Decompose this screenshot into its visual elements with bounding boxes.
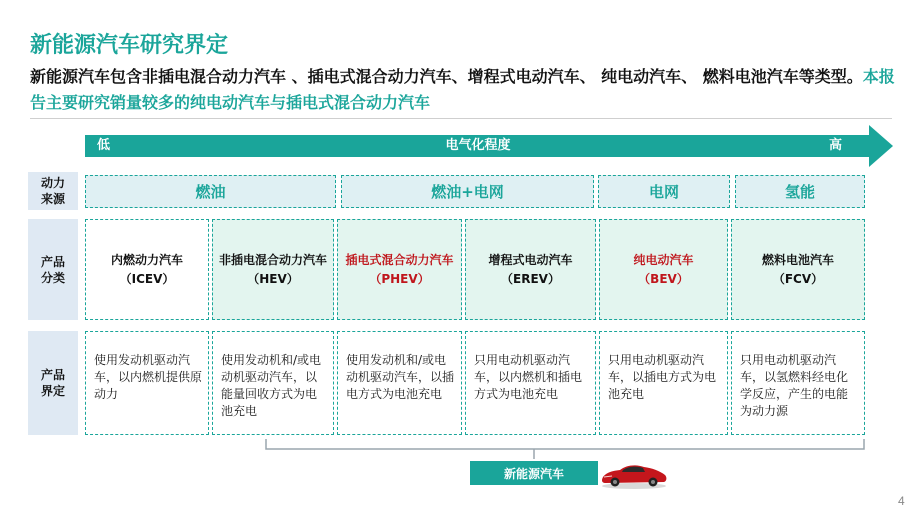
definition-bev: 只用电动机驱动汽车，以插电方式为电池充电	[599, 331, 728, 435]
page-subtitle	[30, 64, 900, 116]
definition-phev: 使用发动机和/或电动机驱动汽车，以插电方式为电池充电	[337, 331, 462, 435]
product-hev: 非插电混合动力汽车（HEV）	[212, 219, 334, 320]
electrification-arrow	[85, 125, 893, 167]
arrow-label-middle: 电气化程度	[445, 138, 511, 153]
row-label-power-source: 动力来源	[28, 172, 78, 210]
power-source-fuel: 燃油	[85, 175, 336, 208]
product-icev: 内燃动力汽车 （ICEV）	[85, 219, 209, 320]
row-label-classification: 产品分类	[28, 219, 78, 320]
product-phev: 插电式混合动力汽车（PHEV）	[337, 219, 462, 320]
arrow-label-high: 高	[829, 138, 843, 153]
subtitle-highlight: 本报告主要研究销量较多的纯电动汽车与插电式混合动力汽车	[30, 67, 895, 112]
power-source-hydrogen: 氢能	[735, 175, 865, 208]
definition-erev: 只用电动机驱动汽车，以内燃机和插电方式为电池充电	[465, 331, 596, 435]
page-number: 4	[898, 494, 905, 508]
product-bev: 纯电动汽车 （BEV）	[599, 219, 728, 320]
definition-fcv: 只用电动机驱动汽车，以氢燃料经电化学反应，产生的电能为动力源	[731, 331, 865, 435]
car-icon	[598, 455, 670, 491]
title-divider	[30, 118, 892, 119]
power-source-grid: 电网	[598, 175, 730, 208]
subtitle-main: 新能源汽车包含非插电混合动力汽车 、插电式混合动力汽车、增程式电动汽车、 纯电动汽车、 燃料电池汽车等类型。	[30, 67, 863, 86]
product-fcv: 燃料电池汽车 （FCV）	[731, 219, 865, 320]
power-source-fuel-grid: 燃油+电网	[341, 175, 594, 208]
product-erev: 增程式电动汽车 （EREV）	[465, 219, 596, 320]
row-label-definition: 产品界定	[28, 331, 78, 435]
arrow-label-low: 低	[97, 138, 111, 153]
definition-icev: 使用发动机驱动汽车，以内燃机提供原动力	[85, 331, 209, 435]
definition-hev: 使用发动机和/或电动机驱动汽车，以能量回收方式为电池充电	[212, 331, 334, 435]
nev-label: 新能源汽车	[470, 461, 598, 485]
nev-brace	[265, 437, 865, 459]
page-title: 新能源汽车研究界定	[30, 33, 229, 58]
arrow-right-icon	[869, 125, 893, 167]
